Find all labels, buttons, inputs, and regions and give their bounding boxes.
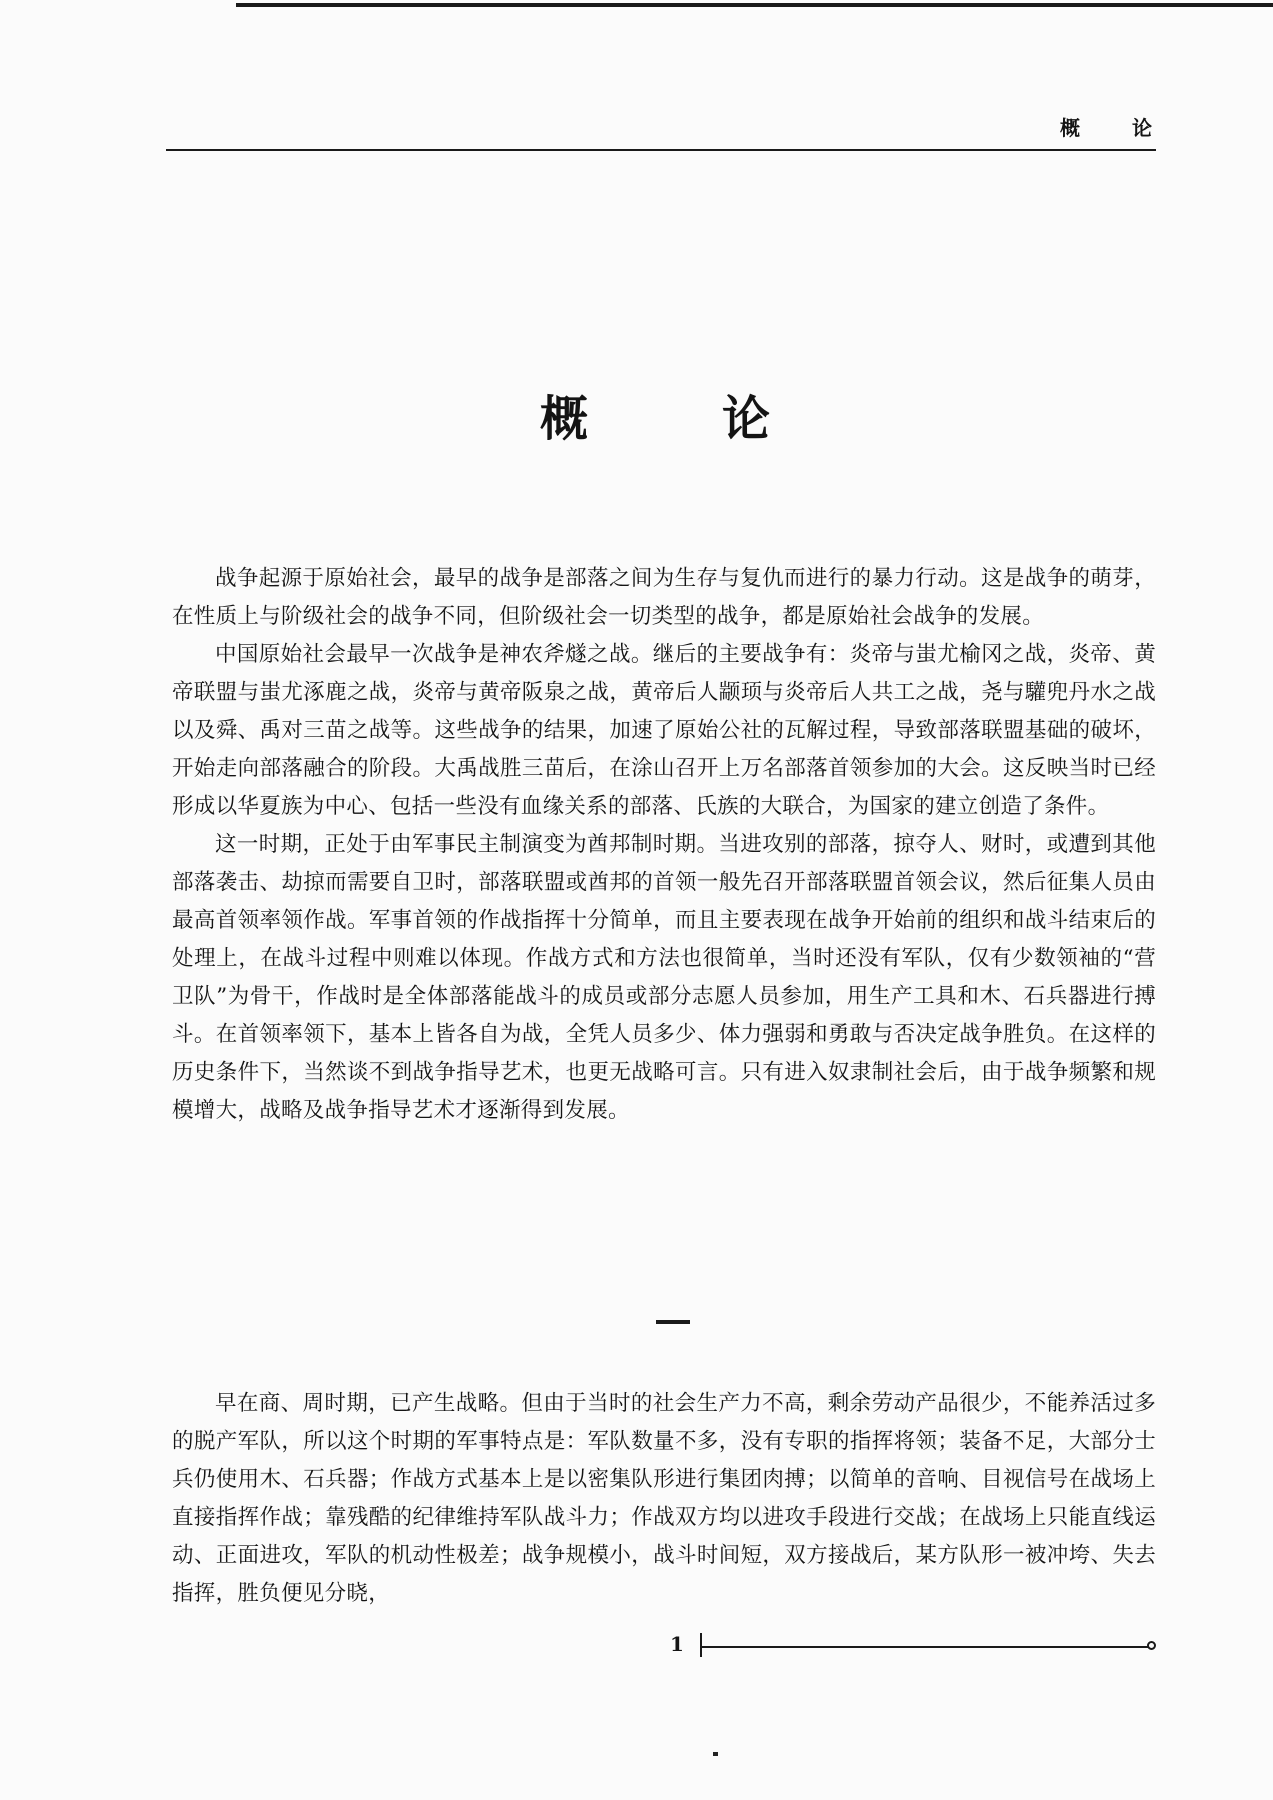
page-number: 1 bbox=[670, 1632, 684, 1656]
paragraph: 这一时期，正处于由军事民主制演变为酋邦制时期。当进攻别的部落，掠夺人、财时，或遭到其他部落袭击、劫掠而需要自卫时，部落联盟或酋邦的首领一般先召开部落联盟首领会议，然后征集人员由最高首领率领作战。军事首领的作战指挥十分简单，而且主要表现在战争开始前的组织和战斗结束后的处理上，在战斗过程中则难以体现。作战方式和方法也很简单，当时还没有军队，仅有少数领袖的“营卫队”为骨干，作战时是全体部落能战斗的成员或部分志愿人员参加，用生产工具和木、石兵器进行搏斗。在首领率领下，基本上皆各自为战，全凭人员多少、体力强弱和勇敢与否决定战争胜负。在这样的历史条件下，当然谈不到战争指导艺术，也更无战略可言。只有进入奴隶制社会后，由于战争频繁和规模增大，战略及战争指导艺术才逐渐得到发展。 bbox=[172, 832, 1156, 1123]
footer-tick bbox=[700, 1633, 702, 1657]
section-numeral bbox=[656, 1320, 690, 1324]
running-head-char-1: 概 bbox=[1060, 116, 1080, 140]
scan-speck bbox=[713, 1752, 718, 1756]
header-rule bbox=[166, 149, 1156, 151]
section-2-body bbox=[172, 1385, 1156, 1613]
paragraph: 战争起源于原始社会，最早的战争是部落之间为生存与复仇而进行的暴力行动。这是战争的萌芽，在性质上与阶级社会的战争不同，但阶级社会一切类型的战争，都是原始社会战争的发展。 bbox=[172, 566, 1156, 629]
running-head-char-2: 论 bbox=[1132, 116, 1152, 140]
chapter-title bbox=[540, 380, 770, 449]
footer-line bbox=[702, 1646, 1148, 1648]
chapter-title-char-2: 论 bbox=[721, 391, 770, 447]
paragraph: 中国原始社会最早一次战争是神农斧燧之战。继后的主要战争有：炎帝与蚩尤榆冈之战，炎帝、黄帝联盟与蚩尤涿鹿之战，炎帝与黄帝阪泉之战，黄帝后人颛顼与炎帝后人共工之战，尧与驩兜丹水之战以及舜、禹对三苗之战等。这些战争的结果，加速了原始公社的瓦解过程，导致部落联盟基础的破坏，开始走向部落融合的阶段。大禹战胜三苗后，在涂山召开上万名部落首领参加的大会。这反映当时已经形成以华夏族为中心、包括一些没有血缘关系的部落、氏族的大联合，为国家的建立创造了条件。 bbox=[172, 642, 1156, 819]
top-border-rule bbox=[236, 3, 1273, 7]
running-head bbox=[1060, 112, 1152, 141]
paragraph: 早在商、周时期，已产生战略。但由于当时的社会生产力不高，剩余劳动产品很少，不能养活过多的脱产军队，所以这个时期的军事特点是：军队数量不多，没有专职的指挥将领；装备不足，大部分士兵仍使用木、石兵器；作战方式基本上是以密集队形进行集团肉搏；以简单的音响、目视信号在战场上直接指挥作战；靠残酷的纪律维持军队战斗力；作战双方均以进攻手段进行交战；在战场上只能直线运动、正面进攻，军队的机动性极差；战争规模小，战斗时间短，双方接战后，某方队形一被冲垮、失去指挥，胜负便见分晓， bbox=[172, 1391, 1156, 1606]
chapter-title-char-1: 概 bbox=[540, 391, 589, 447]
section-1-body bbox=[172, 560, 1156, 1130]
page-footer bbox=[670, 1632, 1160, 1662]
footer-circle-icon bbox=[1147, 1641, 1156, 1650]
